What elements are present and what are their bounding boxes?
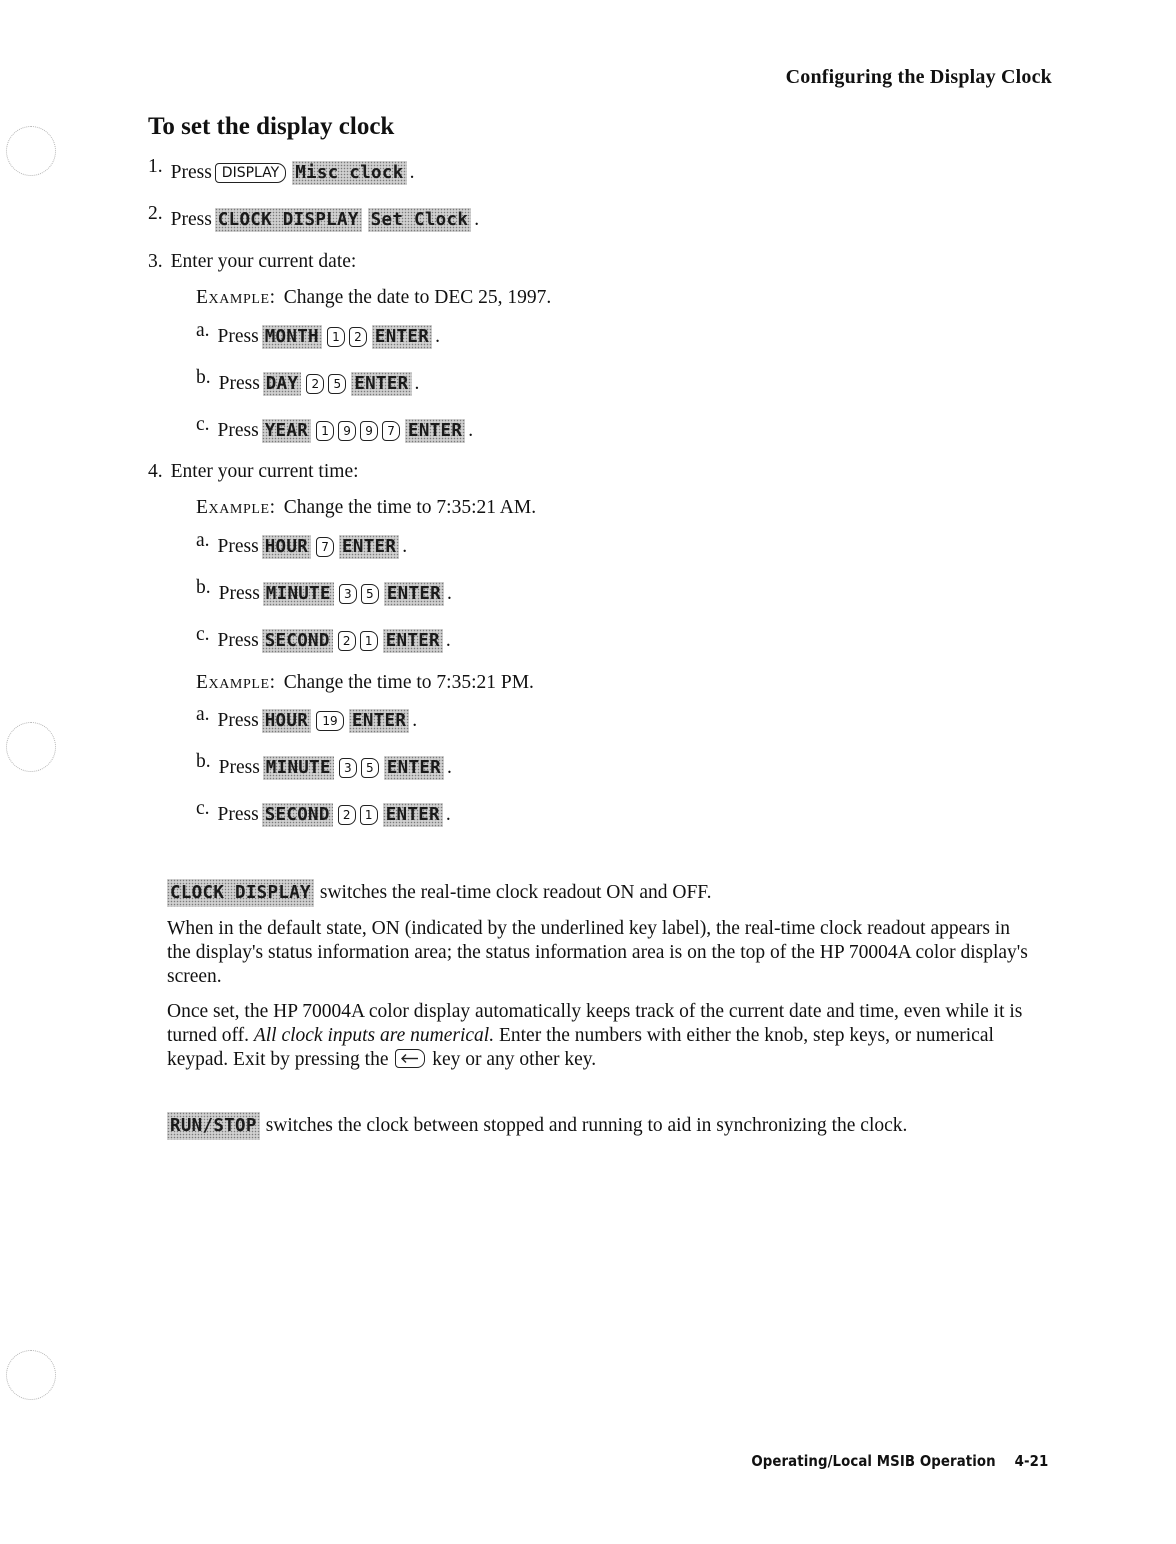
running-head: Configuring the Display Clock — [785, 66, 1052, 88]
set-clock-softkey[interactable]: Set Clock — [368, 208, 472, 232]
digit-key[interactable]: 9 — [338, 421, 356, 441]
step-1: 1. Press DISPLAY Misc clock . — [148, 156, 415, 183]
digit-key[interactable]: 3 — [339, 758, 357, 778]
digit-key[interactable]: 1 — [360, 805, 378, 825]
step-2: 2. Press CLOCK DISPLAY Set Clock . — [148, 203, 480, 230]
enter-softkey[interactable]: ENTER — [372, 325, 432, 349]
digit-key[interactable]: 7 — [316, 537, 334, 557]
punch-hole-top — [6, 126, 56, 176]
digit-key[interactable]: 2 — [338, 805, 356, 825]
clock-set-paragraph: Once set, the HP 70004A color display automatically keeps track of the current date and time, even while it is turned off. All clock inputs are numerical. Enter the numbers with either the knob, step keys, or numerical keypad. Exit by pressing the key or any other key. — [167, 1001, 1023, 1070]
step-3b: b. Press DAY 2 5 ENTER . — [196, 367, 420, 394]
enter-softkey[interactable]: ENTER — [384, 582, 444, 606]
enter-softkey[interactable]: ENTER — [383, 629, 443, 653]
section-title: To set the display clock — [148, 113, 395, 140]
step-3: 3. Enter your current date: — [148, 251, 357, 272]
digit-key[interactable]: 2 — [306, 374, 324, 394]
month-softkey[interactable]: MONTH — [262, 325, 322, 349]
step-4c-pm: c. Press SECOND 2 1 ENTER . — [196, 798, 451, 825]
step-3a: a. Press MONTH 1 2 ENTER . — [196, 320, 440, 347]
punch-hole-bottom — [6, 1350, 56, 1400]
day-softkey[interactable]: DAY — [263, 372, 302, 396]
second-softkey[interactable]: SECOND — [262, 629, 333, 653]
clock-display-description: CLOCK DISPLAY switches the real-time clock readout ON and OFF. — [167, 879, 1037, 907]
hour-softkey[interactable]: HOUR — [262, 535, 311, 559]
step-4b-am: b. Press MINUTE 3 5 ENTER . — [196, 577, 452, 604]
backspace-arrow-icon[interactable] — [395, 1049, 425, 1068]
example-time-am: Example: Change the time to 7:35:21 AM. — [196, 497, 537, 518]
digit-key[interactable]: 5 — [361, 584, 379, 604]
enter-softkey[interactable]: ENTER — [383, 803, 443, 827]
enter-softkey[interactable]: ENTER — [349, 709, 409, 733]
footer-section: Operating/Local MSIB Operation — [750, 1452, 996, 1470]
step-4: 4. Enter your current time: — [148, 461, 359, 482]
example-date: Example: Change the date to DEC 25, 1997. — [196, 287, 552, 308]
enter-softkey[interactable]: ENTER — [384, 756, 444, 780]
example-time-pm: Example: Change the time to 7:35:21 PM. — [196, 672, 534, 693]
digit-key[interactable]: 1 — [360, 631, 378, 651]
step-4c-am: c. Press SECOND 2 1 ENTER . — [196, 624, 451, 651]
step-4b-pm: b. Press MINUTE 3 5 ENTER . — [196, 751, 452, 778]
digit-key[interactable]: 2 — [349, 327, 367, 347]
enter-softkey[interactable]: ENTER — [351, 372, 411, 396]
digit-key[interactable]: 19 — [316, 711, 344, 731]
step-4a-am: a. Press HOUR 7 ENTER . — [196, 530, 408, 557]
misc-clock-softkey[interactable]: Misc clock — [292, 161, 406, 185]
digit-key[interactable]: 9 — [360, 421, 378, 441]
enter-softkey[interactable]: ENTER — [339, 535, 399, 559]
clock-display-softkey[interactable]: CLOCK DISPLAY — [215, 208, 362, 232]
clock-display-softkey[interactable]: CLOCK DISPLAY — [167, 879, 314, 907]
second-softkey[interactable]: SECOND — [262, 803, 333, 827]
minute-softkey[interactable]: MINUTE — [263, 582, 334, 606]
run-stop-softkey[interactable]: RUN/STOP — [167, 1112, 260, 1140]
minute-softkey[interactable]: MINUTE — [263, 756, 334, 780]
digit-key[interactable]: 5 — [361, 758, 379, 778]
step-4a-pm: a. Press HOUR 19 ENTER . — [196, 704, 418, 731]
year-softkey[interactable]: YEAR — [262, 419, 311, 443]
digit-key[interactable]: 7 — [382, 421, 400, 441]
digit-key[interactable]: 5 — [328, 374, 346, 394]
digit-key[interactable]: 3 — [339, 584, 357, 604]
default-state-paragraph: When in the default state, ON (indicated by the underlined key label), the real-time clock readout appears in the display's status information area; the status information area is on the top of the HP 70004A color display's screen. — [167, 918, 1028, 987]
digit-key[interactable]: 1 — [327, 327, 345, 347]
page-footer — [751, 1452, 1048, 1470]
digit-key[interactable]: 1 — [316, 421, 334, 441]
page-number: 4-21 — [1014, 1452, 1048, 1470]
enter-softkey[interactable]: ENTER — [405, 419, 465, 443]
display-hardkey[interactable]: DISPLAY — [215, 163, 286, 183]
step-3c: c. Press YEAR 1 9 9 7 ENTER . — [196, 414, 474, 441]
punch-hole-middle — [6, 722, 56, 772]
digit-key[interactable]: 2 — [338, 631, 356, 651]
run-stop-description: RUN/STOP switches the clock between stopped and running to aid in synchronizing the clock. — [167, 1112, 1037, 1140]
hour-softkey[interactable]: HOUR — [262, 709, 311, 733]
